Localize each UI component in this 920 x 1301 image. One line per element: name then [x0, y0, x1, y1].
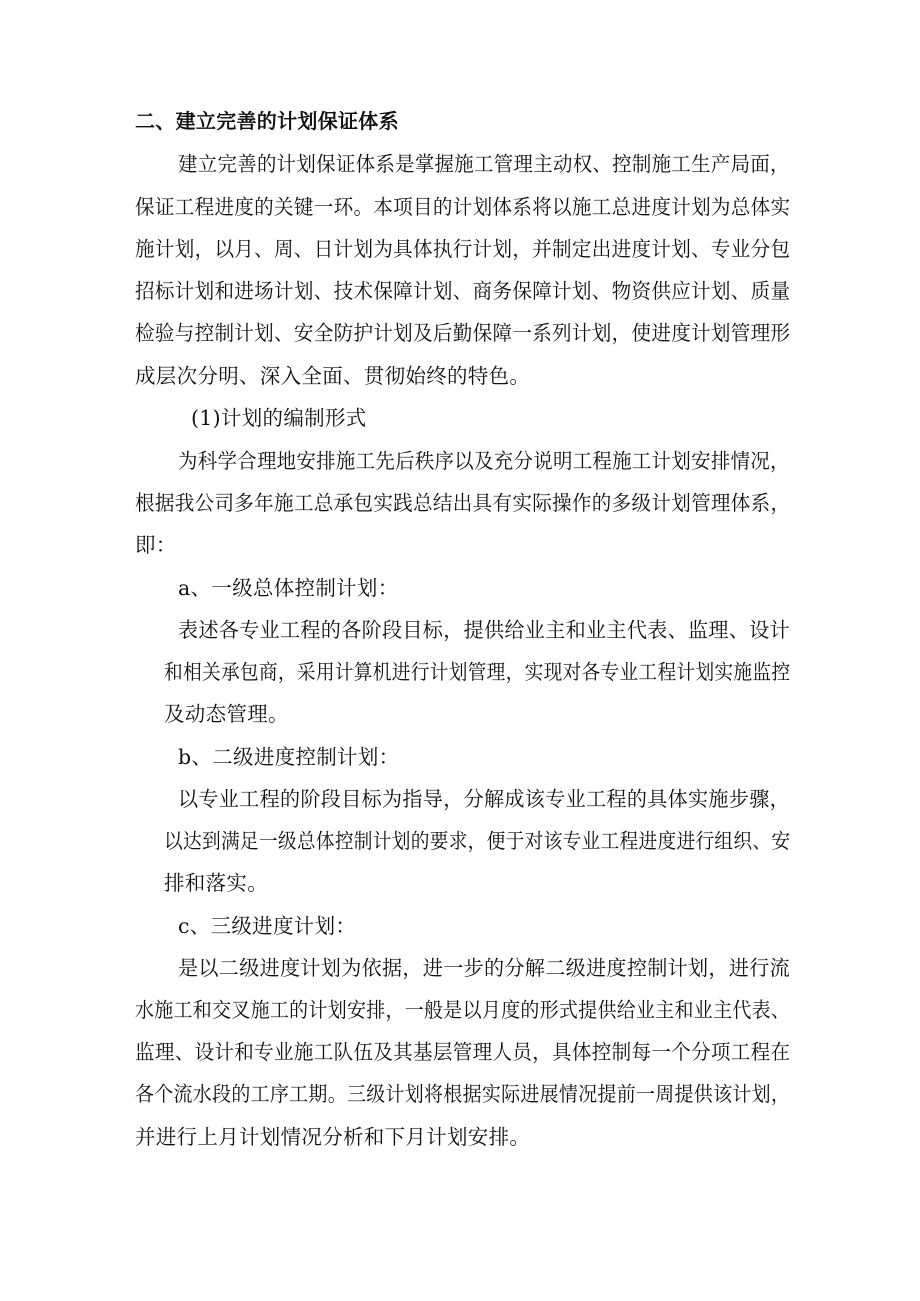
intro-line: 保证工程进度的关键一环。本项目的计划体系将以施工总进度计划为总体实 [135, 195, 791, 219]
section-heading: 二、建立完善的计划保证体系 [135, 109, 399, 133]
intro-line: 检验与控制计划、安全防护计划及后勤保障一系列计划，使进度计划管理形 [135, 321, 791, 345]
level-a-line: 表述各专业工程的各阶段目标，提供给业主和业主代表、监理、设计 [178, 618, 791, 642]
level-c-line: 各个流水段的工序工期。三级计划将根据实际进展情况提前一周提供该计划， [135, 1082, 791, 1106]
intro-line: 成层次分明、深入全面、贯彻始终的特色。 [135, 364, 531, 388]
intro-line: 施计划，以月、周、日计划为具体执行计划，并制定出进度计划、专业分包 [135, 237, 791, 261]
intro-line: 招标计划和进场计划、技术保障计划、商务保障计划、物资供应计划、质量 [135, 279, 791, 303]
level-c-line: 并进行上月计划情况分析和下月计划安排。 [135, 1125, 531, 1149]
level-a-line: 及动态管理。 [164, 702, 289, 726]
level-b-title: b、二级进度控制计划： [178, 745, 400, 769]
level-b-line: 排和落实。 [164, 871, 268, 895]
level-a-title: a、一级总体控制计划： [178, 576, 399, 600]
level-b-line: 以达到满足一级总体控制计划的要求，便于对该专业工程进度进行组织、安 [164, 829, 791, 853]
level-c-line: 水施工和交叉施工的计划安排，一般是以月度的形式提供给业主和业主代表、 [135, 998, 791, 1022]
level-c-line: 监理、设计和专业施工队伍及其基层管理人员，具体控制每一个分项工程在 [135, 1040, 791, 1064]
level-b-line: 以专业工程的阶段目标为指导，分解成该专业工程的具体实施步骤， [178, 787, 791, 811]
method-line: 即： [135, 533, 177, 557]
method-line: 为科学合理地安排施工先后秩序以及充分说明工程施工计划安排情况， [178, 449, 790, 473]
intro-line: 建立完善的计划保证体系是掌握施工管理主动权、控制施工生产局面， [178, 152, 790, 176]
subheading-plan-format: (1)计划的编制形式 [191, 406, 367, 430]
level-c-title: c、三级进度计划： [178, 914, 357, 938]
level-c-line: 是以二级进度计划为依据，进一步的分解二级进度控制计划，进行流 [178, 956, 791, 980]
method-line: 根据我公司多年施工总承包实践总结出具有实际操作的多级计划管理体系， [135, 491, 791, 515]
level-a-line: 和相关承包商，采用计算机进行计划管理，实现对各专业工程计划实施监控 [164, 660, 791, 684]
